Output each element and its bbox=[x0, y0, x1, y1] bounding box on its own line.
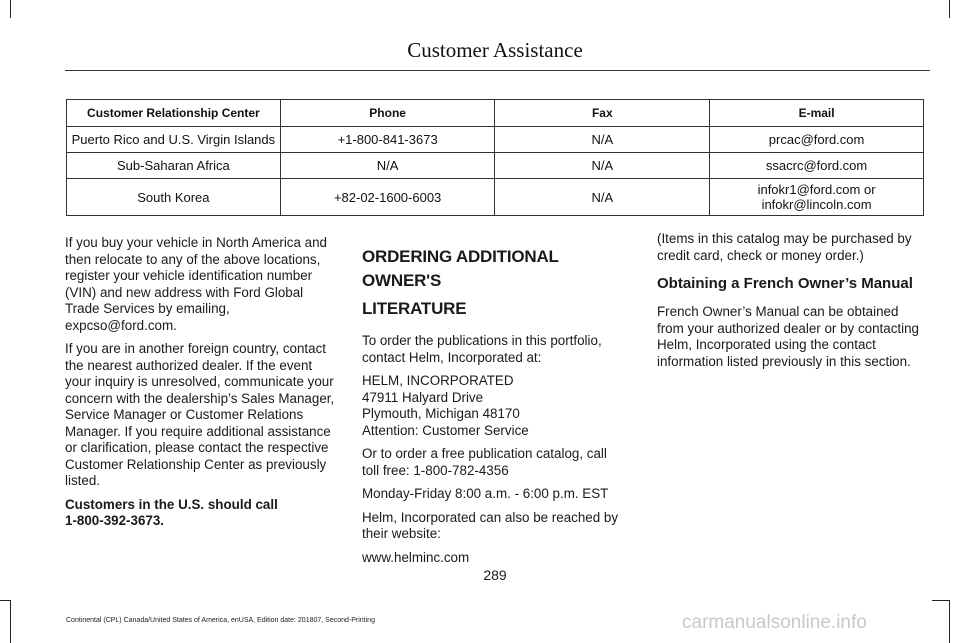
cell-fax: N/A bbox=[495, 153, 710, 179]
email-line: prcac@ford.com bbox=[768, 132, 865, 147]
text-column-2 bbox=[362, 237, 634, 573]
crop-mark-top-left bbox=[10, 0, 11, 18]
text-line: Or to order a free publication catalog, call bbox=[362, 446, 607, 461]
cell-email bbox=[710, 179, 924, 216]
heading-line: LITERATURE bbox=[362, 299, 467, 318]
text-line: Customer Relationship Center as previously bbox=[65, 456, 327, 472]
paragraph-order-publications bbox=[362, 333, 634, 366]
text-line: their website: bbox=[362, 526, 441, 541]
text-line: 1-800-392-3673. bbox=[65, 513, 165, 528]
table-row bbox=[67, 153, 924, 179]
text-line: French Owner’s Manual can be obtained bbox=[657, 304, 899, 319]
header-divider bbox=[65, 70, 930, 71]
email-line: ssacrc@ford.com bbox=[765, 158, 868, 173]
cell-email bbox=[710, 127, 924, 153]
column-header-phone: Phone bbox=[280, 100, 495, 127]
text-line: Helm, Incorporated using the contact bbox=[657, 337, 876, 352]
watermark: carmanualsonline.info bbox=[682, 612, 867, 633]
text-line: information listed previously in this section. bbox=[657, 353, 911, 369]
column-header-center: Customer Relationship Center bbox=[67, 100, 281, 127]
text-line: To order the publications in this portfolio, bbox=[362, 333, 602, 348]
text-line: credit card, check or money order.) bbox=[657, 247, 864, 263]
text-line: from your authorized dealer or by contacting bbox=[657, 320, 920, 336]
paragraph-website-intro bbox=[362, 510, 634, 543]
text-line: If you are in another foreign country, contact bbox=[65, 341, 327, 356]
paragraph-hours: Monday-Friday 8:00 a.m. - 6:00 p.m. EST bbox=[362, 486, 609, 501]
text-line: or clarification, please contact the respective bbox=[65, 440, 329, 455]
cell-phone: N/A bbox=[280, 153, 495, 179]
section-heading-ordering bbox=[362, 245, 634, 321]
text-column-3 bbox=[657, 231, 929, 377]
contacts-table bbox=[66, 99, 924, 216]
column-header-fax: Fax bbox=[495, 100, 710, 127]
text-line: If you buy your vehicle in North America and bbox=[65, 235, 327, 250]
paragraph-payment bbox=[657, 231, 929, 264]
heading-line: ORDERING ADDITIONAL OWNER'S bbox=[362, 247, 559, 290]
crop-mark-bottom-left bbox=[10, 600, 11, 643]
cell-center: South Korea bbox=[67, 179, 281, 216]
text-line: (Items in this catalog may be purchased by bbox=[657, 231, 912, 246]
cell-email bbox=[710, 153, 924, 179]
paragraph-relocation bbox=[65, 235, 339, 334]
website-url: www.helminc.com bbox=[362, 549, 470, 565]
text-line: Trade Services by emailing, bbox=[65, 301, 230, 316]
text-line: your inquiry is unresolved, communicate your bbox=[65, 374, 334, 389]
text-line: Plymouth, Michigan 48170 bbox=[362, 406, 520, 421]
text-line: Customers in the U.S. should call bbox=[65, 496, 278, 512]
footer-edition-info: Continental (CPL) Canada/United States of America, enUSA, Edition date: 201807, Second-Printing bbox=[66, 617, 375, 624]
text-line: HELM, INCORPORATED bbox=[362, 373, 514, 388]
text-column-1 bbox=[65, 235, 339, 537]
cell-fax: N/A bbox=[495, 127, 710, 153]
paragraph-french-manual bbox=[657, 304, 929, 370]
text-line: 47911 Halyard Drive bbox=[362, 389, 484, 405]
paragraph-us-call bbox=[65, 497, 339, 530]
cell-fax: N/A bbox=[495, 179, 710, 216]
text-line: expcso@ford.com. bbox=[65, 317, 177, 333]
cell-center: Sub-Saharan Africa bbox=[67, 153, 281, 179]
text-line: concern with the dealership’s Sales Manager, bbox=[65, 390, 335, 406]
email-line: infokr@lincoln.com bbox=[761, 197, 872, 212]
cell-phone: +1-800-841-3673 bbox=[280, 127, 495, 153]
paragraph-catalog bbox=[362, 446, 634, 479]
text-line: Manager. If you require additional assistance bbox=[65, 423, 331, 439]
cell-center: Puerto Rico and U.S. Virgin Islands bbox=[67, 127, 281, 153]
text-line: Helm, Incorporated can also be reached by bbox=[362, 509, 619, 525]
cell-phone: +82-02-1600-6003 bbox=[280, 179, 495, 216]
crop-mark-bottom-right bbox=[949, 600, 950, 643]
table-header-row bbox=[67, 100, 924, 127]
table-row bbox=[67, 127, 924, 153]
section-heading-french-manual: Obtaining a French Owner’s Manual bbox=[657, 275, 913, 292]
text-line: (VIN) and new address with Ford Global bbox=[65, 284, 304, 300]
text-line: Attention: Customer Service bbox=[362, 422, 529, 438]
crop-mark-bottom-left-h bbox=[0, 600, 10, 601]
text-line: register your vehicle identification number bbox=[65, 268, 313, 283]
crop-mark-bottom-right-h bbox=[932, 600, 949, 601]
address-block bbox=[362, 373, 634, 439]
column-header-email: E-mail bbox=[710, 100, 924, 127]
text-line: contact Helm, Incorporated at: bbox=[362, 349, 542, 365]
email-line: infokr1@ford.com or bbox=[757, 182, 876, 197]
text-line: listed. bbox=[65, 473, 100, 488]
text-line: the nearest authorized dealer. If the event bbox=[65, 357, 313, 373]
text-line: toll free: 1-800-782-4356 bbox=[362, 462, 509, 478]
crop-mark-top-right bbox=[949, 0, 950, 18]
table-row bbox=[67, 179, 924, 216]
text-line: then relocate to any of the above locations, bbox=[65, 251, 321, 267]
text-line: Service Manager or Customer Relations bbox=[65, 407, 304, 422]
page-title: Customer Assistance bbox=[407, 38, 583, 62]
page-number: 289 bbox=[483, 567, 507, 583]
paragraph-foreign-country bbox=[65, 341, 339, 490]
